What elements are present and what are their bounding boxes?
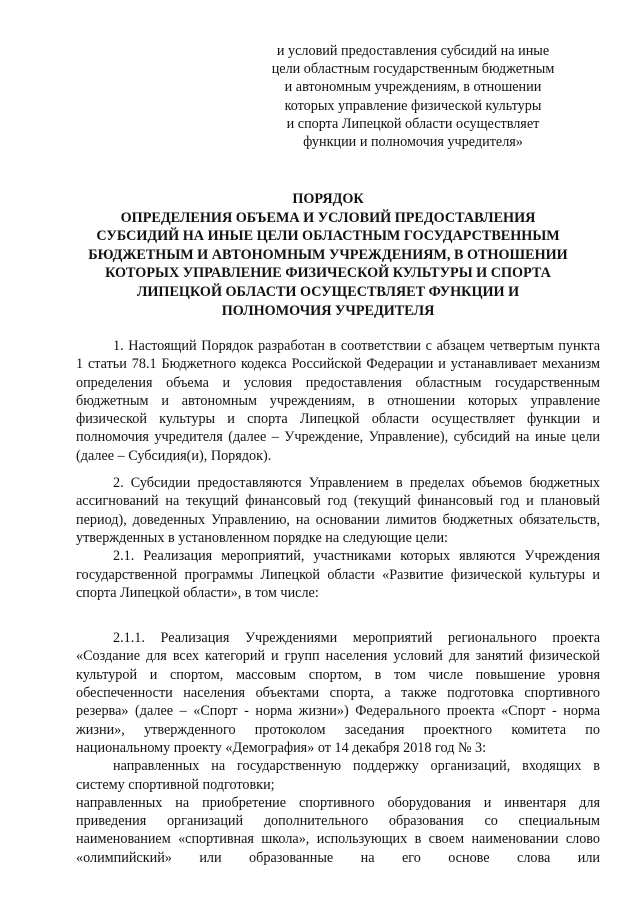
paragraph-state-support: направленных на государственную поддержку организаций, входящих в систему спортивной подготовки; — [76, 758, 600, 793]
paragraph-2-1-1: 2.1.1. Реализация Учреждениями мероприятий регионального проекта «Создание для всех категорий и групп населения условий для занятий физической культурой и спортом, массовым спортом, в том числе повышение уровня обеспеченности населения объектами спорта, а также подготовка спортивного резерва» (далее – «Спорт - норма жизни») Федерального проекта «Спорт - норма жизни», утвержденного протоколом заседания проектного комитета по национальному проекту «Демография» от 14 декабря 2018 год № 3: — [76, 630, 600, 756]
title-line: ПОЛНОМОЧИЯ УЧРЕДИТЕЛЯ — [221, 302, 435, 319]
title-line: КОТОРЫХ УПРАВЛЕНИЕ ФИЗИЧЕСКОЙ КУЛЬТУРЫ И СПОРТА — [105, 265, 551, 282]
header-line: функции и полномочия учредителя» — [303, 134, 523, 151]
header-line: и спорта Липецкой области осуществляет — [286, 115, 540, 132]
document-header-note — [248, 42, 578, 151]
title-line: ОПРЕДЕЛЕНИЯ ОБЪЕМА И УСЛОВИЙ ПРЕДОСТАВЛЕНИЯ — [120, 209, 536, 226]
title-line: СУБСИДИЙ НА ИНЫЕ ЦЕЛИ ОБЛАСТНЫМ ГОСУДАРСТВЕННЫМ — [96, 228, 560, 245]
paragraph-2: 2. Субсидии предоставляются Управлением в пределах объемов бюджетных ассигнований на текущий финансовый год (текущий финансовый год и плановый период), доведенных Управлению, на основании лимитов бюджетных обязательств, утвержденных в установленном порядке на следующие цели: — [76, 475, 600, 546]
paragraph-equipment: направленных на приобретение спортивного оборудования и инвентаря для приведения организаций дополнительного образования со специальным наименованием «спортивная школа», использующих в своем наименовании слово «олимпийский» или образованные на его основе слова или — [76, 794, 600, 866]
header-line: которых управление физической культуры — [284, 97, 542, 114]
paragraph-2-1: 2.1. Реализация мероприятий, участниками которых являются Учреждения государственной программы Липецкой области «Развитие физической культуры и спорта Липецкой области», в том числе: — [76, 548, 600, 601]
document-title — [66, 190, 590, 320]
header-line: и условий предоставления субсидий на иные — [276, 43, 550, 59]
paragraph-1: 1. Настоящий Порядок разработан в соответствии с абзацем четвертым пункта 1 статьи 78.1 Бюджетного кодекса Российской Федерации и устанавливает механизм определения объема и условия предоставления областным государственным бюджетным и автономным учреждениям, в отношении которых управление физической культуры и спорта Липецкой области осуществляет функции и полномочия учредителя (далее – Учреждение, Управление), субсидий на иные цели (далее – Субсидия(и), Порядок). — [76, 338, 600, 464]
header-line: цели областным государственным бюджетным — [271, 61, 555, 78]
title-line: ЛИПЕЦКОЙ ОБЛАСТИ ОСУЩЕСТВЛЯЕТ ФУНКЦИИ И — [136, 283, 520, 300]
title-line: ПОРЯДОК — [292, 191, 364, 207]
document-body — [76, 337, 600, 867]
header-line: и автономным учреждениям, в отношении — [284, 79, 542, 96]
title-line: БЮДЖЕТНЫМ И АВТОНОМНЫМ УЧРЕЖДЕНИЯМ, В ОТНОШЕНИИ — [88, 246, 568, 263]
